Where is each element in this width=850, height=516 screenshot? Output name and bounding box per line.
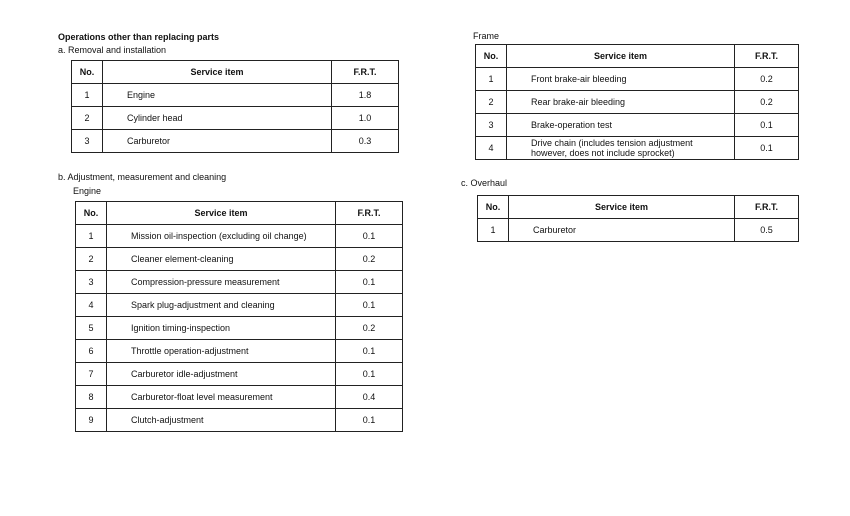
removal-installation-table <box>71 60 399 153</box>
col-service-item: Service item <box>507 45 735 68</box>
row-service-item: Engine <box>103 84 332 107</box>
row-service-item: Carburetor-float level measurement <box>107 386 336 409</box>
row-frt: 0.2 <box>735 91 799 114</box>
table-row <box>76 248 403 271</box>
row-service-item: Rear brake-air bleeding <box>507 91 735 114</box>
table-row <box>476 68 799 91</box>
table-row <box>72 84 399 107</box>
row-service-item: Front brake-air bleeding <box>507 68 735 91</box>
overhaul-table <box>477 195 799 242</box>
row-service-item: Ignition timing-inspection <box>107 317 336 340</box>
row-no: 5 <box>76 317 107 340</box>
col-no: No. <box>72 61 103 84</box>
adjustment-table <box>75 201 403 432</box>
row-service-item: Throttle operation-adjustment <box>107 340 336 363</box>
col-service-item: Service item <box>509 196 735 219</box>
table-header-row <box>76 202 403 225</box>
col-frt: F.R.T. <box>735 45 799 68</box>
section-c-label: c. Overhaul <box>461 178 508 188</box>
row-service-item: Carburetor <box>103 130 332 153</box>
row-frt: 0.1 <box>336 340 403 363</box>
row-frt: 0.1 <box>336 225 403 248</box>
row-frt: 0.1 <box>735 114 799 137</box>
row-frt: 0.3 <box>332 130 399 153</box>
col-service-item: Service item <box>103 61 332 84</box>
table-header-row <box>478 196 799 219</box>
row-service-item: Drive chain (includes tension adjustment however, does not include sprocket) <box>507 137 735 160</box>
table-row <box>76 225 403 248</box>
col-frt: F.R.T. <box>735 196 799 219</box>
row-no: 1 <box>72 84 103 107</box>
row-frt: 0.1 <box>336 271 403 294</box>
row-no: 3 <box>76 271 107 294</box>
col-no: No. <box>478 196 509 219</box>
row-no: 1 <box>76 225 107 248</box>
table-row <box>76 386 403 409</box>
table-row <box>476 91 799 114</box>
table-row <box>76 294 403 317</box>
row-frt: 1.8 <box>332 84 399 107</box>
table-row <box>76 317 403 340</box>
table-row <box>76 363 403 386</box>
row-frt: 0.2 <box>336 248 403 271</box>
row-frt: 0.1 <box>336 294 403 317</box>
row-frt: 0.1 <box>336 363 403 386</box>
row-service-item: Cleaner element-cleaning <box>107 248 336 271</box>
col-no: No. <box>76 202 107 225</box>
row-no: 1 <box>476 68 507 91</box>
table-header-row <box>476 45 799 68</box>
row-service-item: Clutch-adjustment <box>107 409 336 432</box>
row-no: 2 <box>476 91 507 114</box>
row-no: 2 <box>76 248 107 271</box>
row-no: 2 <box>72 107 103 130</box>
col-service-item: Service item <box>107 202 336 225</box>
table-row <box>76 409 403 432</box>
row-service-item: Cylinder head <box>103 107 332 130</box>
row-no: 4 <box>76 294 107 317</box>
row-no: 7 <box>76 363 107 386</box>
table-row <box>76 340 403 363</box>
table-row <box>478 219 799 242</box>
row-service-item: Spark plug-adjustment and cleaning <box>107 294 336 317</box>
row-frt: 0.2 <box>336 317 403 340</box>
row-no: 1 <box>478 219 509 242</box>
row-service-item: Carburetor <box>509 219 735 242</box>
row-no: 4 <box>476 137 507 160</box>
row-service-item: Mission oil-inspection (excluding oil change) <box>107 225 336 248</box>
row-frt: 0.5 <box>735 219 799 242</box>
page-title: Operations other than replacing parts <box>58 32 220 42</box>
row-no: 3 <box>72 130 103 153</box>
row-no: 8 <box>76 386 107 409</box>
row-no: 9 <box>76 409 107 432</box>
table-row <box>72 107 399 130</box>
row-service-item: Carburetor idle-adjustment <box>107 363 336 386</box>
frame-label: Frame <box>473 31 500 41</box>
row-frt: 0.2 <box>735 68 799 91</box>
row-frt: 0.4 <box>336 386 403 409</box>
section-b-label: b. Adjustment, measurement and cleaning <box>58 172 227 182</box>
table-row <box>476 137 799 160</box>
table-row <box>476 114 799 137</box>
col-frt: F.R.T. <box>336 202 403 225</box>
section-b-sublabel: Engine <box>73 186 102 196</box>
row-service-item: Brake-operation test <box>507 114 735 137</box>
row-frt: 0.1 <box>735 137 799 160</box>
row-frt: 1.0 <box>332 107 399 130</box>
col-no: No. <box>476 45 507 68</box>
frame-table <box>475 44 799 160</box>
table-row <box>76 271 403 294</box>
row-frt: 0.1 <box>336 409 403 432</box>
row-service-item: Compression-pressure measurement <box>107 271 336 294</box>
table-header-row <box>72 61 399 84</box>
row-no: 3 <box>476 114 507 137</box>
section-a-label: a. Removal and installation <box>58 45 167 55</box>
col-frt: F.R.T. <box>332 61 399 84</box>
row-no: 6 <box>76 340 107 363</box>
table-row <box>72 130 399 153</box>
